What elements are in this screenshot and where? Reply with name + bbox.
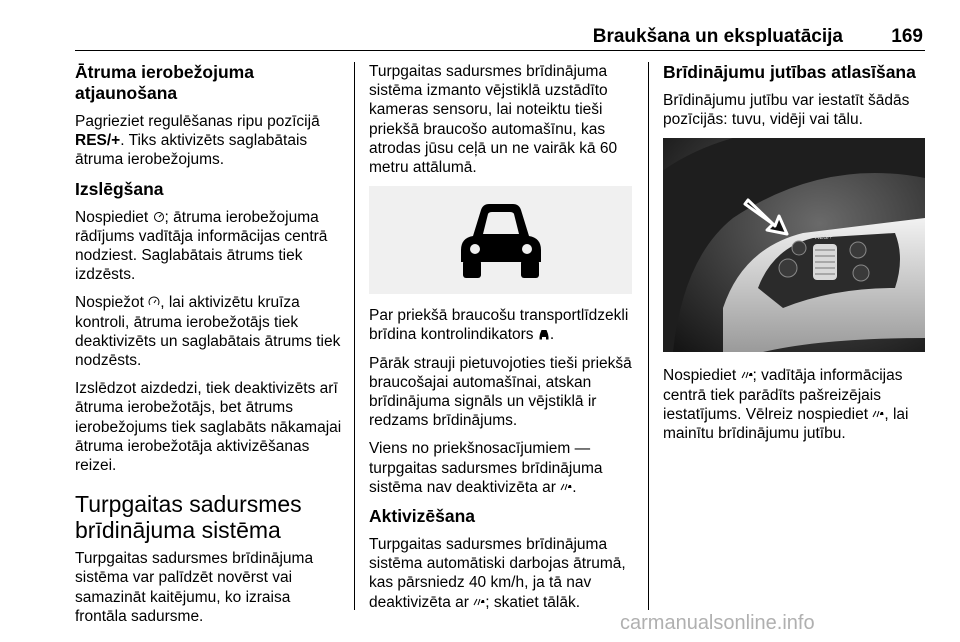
forward-collision-icon [473,596,485,608]
text: Par priekšā braucošu transportlīdzekli brīdina kontrolindikators [369,307,629,344]
cruise-control-icon [148,296,160,308]
forward-collision-icon [560,481,572,493]
paragraph [75,112,345,170]
paragraph [369,535,634,612]
heading-fcw: Turpgaitas sadursmes brīdinājuma sistēma [75,491,302,544]
text: , lai aktivizētu kruīza kontroli, ātruma ierobežotājs tiek deaktivizēts un saglabātais ātrums tiek nodzēsts. [75,294,341,370]
column-3 [663,62,925,452]
paragraph [369,439,634,497]
paragraph: Pārāk strauji pietuvojoties tieši priekšā braucošajai automašīnai, atskan brīdinājuma signāls un vējstiklā ir redzams brīdinājums. [369,354,632,430]
res-label: RES/+ [815,235,833,242]
text: . [572,478,577,496]
forward-collision-icon [741,369,753,381]
column-2 [369,62,634,621]
column-1 [75,62,345,635]
steering-wheel-illustration [663,138,925,352]
column-divider [354,62,355,610]
paragraph [663,366,925,443]
forward-collision-icon [872,408,884,420]
vehicle-ahead-illustration [369,186,632,294]
chapter-title: Braukšana un ekspluatācija [592,26,843,47]
text: Turpgaitas sadursmes brīdinājuma sistēma automātiski darbojas ātrumā, kas pārsniedz 40 km/h, ja tā nav deaktivizēta ar [369,536,626,611]
vehicle-ahead-indicator-icon [538,328,550,340]
steering-wheel-photo [663,138,925,352]
text: ; skatiet tālāk. [485,593,581,611]
heading-sensitivity: Brīdinājumu jutības atlasīšana [663,62,916,82]
text: . Tiks aktivizēts saglabātais ātruma ierobežojums. [75,132,308,169]
heading-off: Izslēgšana [75,178,164,199]
text: Nospiežot [75,294,149,312]
vehicle-ahead-icon [457,200,545,280]
column-divider [648,62,649,610]
paragraph [75,208,345,285]
paragraph: Turpgaitas sadursmes brīdinājuma sistēma izmanto vējstiklā uzstādīto kameras sensoru, lai noteiktu tieši priekšā braucošo automašīnu, kas atrodas jūsu ceļā un ne vairāk kā 60 metru attālumā. [369,63,618,177]
paragraph [75,293,345,370]
text: Viens no priekšnosacījumiem — turpgaitas sadursmes brīdinājuma sistēma nav deaktivizēta ar [369,440,603,496]
paragraph: Turpgaitas sadursmes brīdinājuma sistēma var palīdzēt novērst vai samazināt kaitējumu, ko izraisa frontāla sadursme. [75,550,314,625]
page-header [75,24,925,50]
text: , lai mainītu brīdinājumu jutību. [663,405,909,443]
watermark: carmanualsonline.info [620,612,815,634]
page-number: 169 [891,26,923,47]
text: ; vadītāja informācijas centrā tiek parādīts pašreizējais iestatījums. Vēlreiz nospiediet [663,367,903,423]
text: . [549,326,555,344]
paragraph [369,306,634,344]
text: Pagrieziet regulēšanas ripu pozīcijā [75,113,320,130]
text: Nospiediet [75,208,153,226]
header-rule [75,50,925,51]
text: ; ātruma ierobežojuma rādījums vadītāja informācijas centrā nodziest. Saglabātais ātrums tiek izdzēsts. [75,208,328,284]
speed-limiter-icon [153,211,165,223]
res-label: RES/+ [75,132,121,150]
heading-restore: Ātruma ierobežojuma atjaunošana [75,62,254,103]
paragraph: Izslēdzot aizdedzi, tiek deaktivizēts arī ātruma ierobežotājs, bet ātrums ierobežojums tiek saglabāts nākamajai ātruma ierobežotāja aktivizēšanas reizei. [75,380,342,475]
heading-activation: Aktivizēšana [369,506,476,527]
paragraph: Brīdinājumu jutību var iestatīt šādās pozīcijās: tuvu, vidēji vai tālu. [663,92,910,129]
text: Nospiediet [663,367,741,385]
